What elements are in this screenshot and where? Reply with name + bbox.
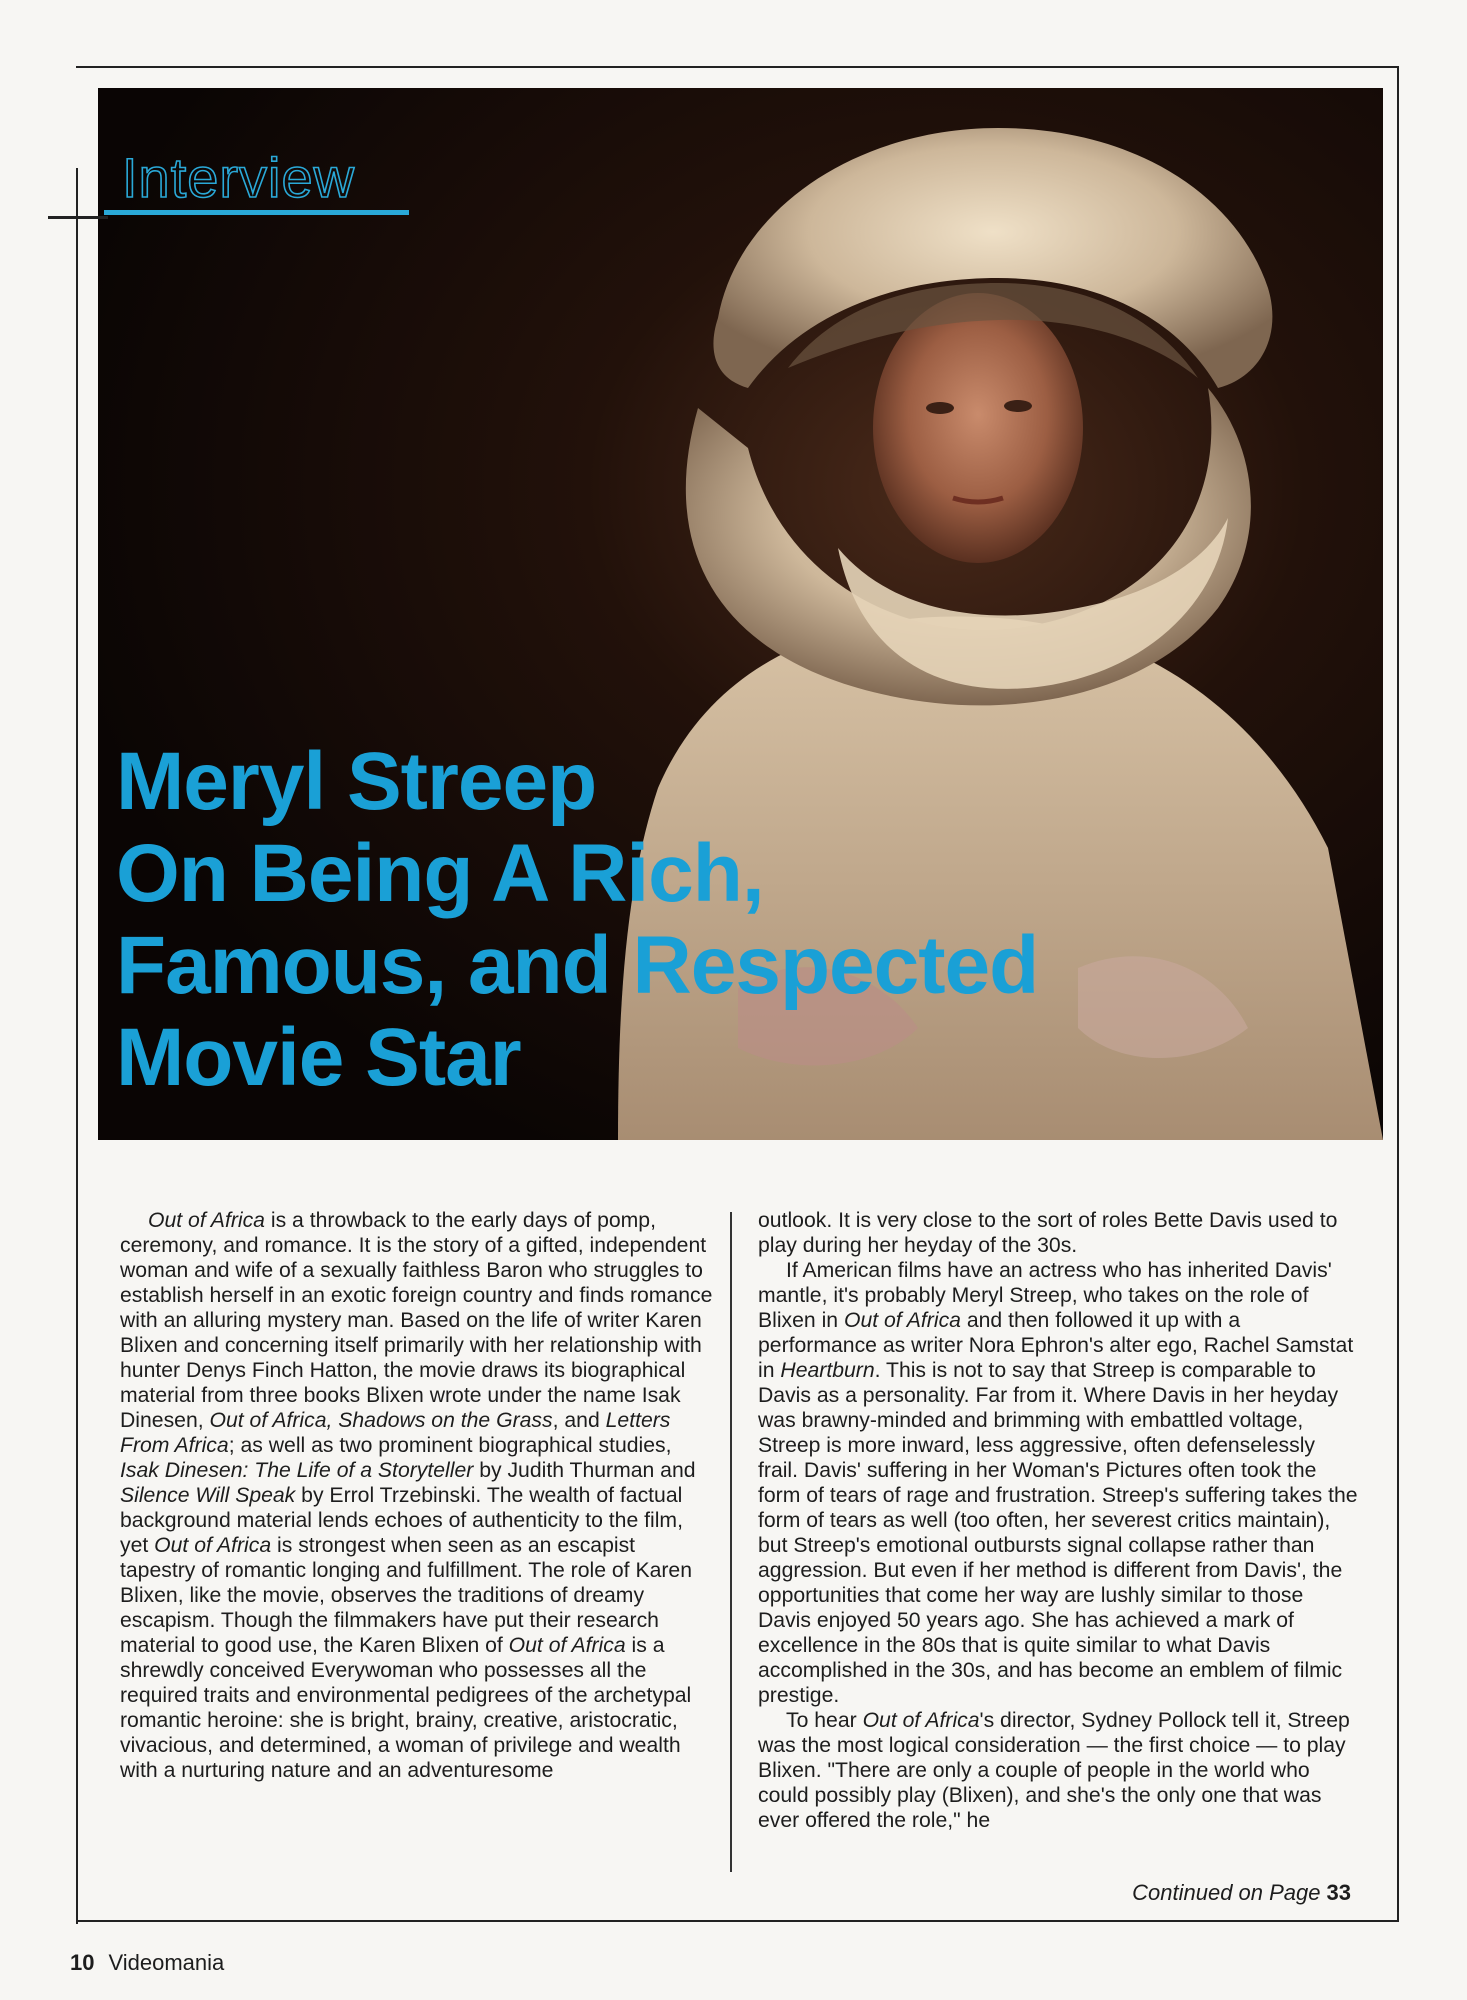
- page-number: 10: [70, 1950, 95, 1975]
- margin-tick: [48, 216, 108, 219]
- paragraph: Out of Africa is a throwback to the early days of pomp, ceremony, and romance. It is the story of a gifted, independent woman and wife of a sexually faithless Baron who struggles to establish herself in an exotic foreign country and finds romance with an alluring mystery man. Based on the life of writer Karen Blixen and concerning itself primarily with her relationship with hunter Denys Finch Hatton, the movie draws its biographical material from three books Blixen wrote under the name Isak Dinesen, Out of Africa, Shadows on the Grass, and Letters From Africa; as well as two prominent biographical studies, Isak Dinesen: The Life of a Storyteller by Judith Thurman and Silence Will Speak by Errol Trzebinski. The wealth of factual background material lends echoes of authenticity to the film, yet Out of Africa is strongest when seen as an escapist tapestry of romantic longing and fulfillment. The role of Karen Blixen, like the movie, observes the traditions of dreamy escapism. Though the filmmakers have put their research material to good use, the Karen Blixen of Out of Africa is a shrewdly conceived Everywoman who possesses all the required traits and environmental pedigrees of the archetypal romantic heroine: she is bright, brainy, creative, aristocratic, vivacious, and determined, a woman of privilege and wealth with a nurturing nature and an adventuresome: [120, 1209, 713, 1782]
- continued-text: Continued on Page: [1132, 1880, 1321, 1905]
- section-label: Interview: [122, 146, 356, 209]
- headline-line-2: On Being A Rich,: [116, 828, 764, 919]
- paragraph: If American films have an actress who has inherited Davis' mantle, it's probably Meryl Streep, who takes on the role of Blixen in Out of Africa and then followed it up with a performance as writer Nora Ephron's alter ego, Rachel Samstat in Heartburn. This is not to say that Streep is comparable to Davis as a personality. Far from it. Where Davis in her heyday was brawny-minded and brimming with embattled voltage, Streep is more inward, less aggressive, often defenselessly frail. Davis' suffering in her Woman's Pictures often took the form of tears of rage and frustration. Streep's suffering takes the form of tears as well (too often, her severest critics maintain), but Streep's emotional outbursts signal collapse rather than aggression. But even if her method is different from Davis', the opportunities that come her way are lushly similar to those Davis enjoyed 50 years ago. She has achieved a mark of excellence in the 80s that is quite similar to what Davis accomplished in the 30s, and has become an emblem of filmic prestige.: [758, 1259, 1358, 1707]
- headline-line-3: Famous, and Respected: [116, 920, 1039, 1011]
- column-2: [758, 1208, 1358, 1833]
- column-divider: [730, 1212, 732, 1872]
- paragraph: outlook. It is very close to the sort of roles Bette Davis used to play during her heyday of the 30s.: [758, 1209, 1338, 1257]
- headline-line-1: Meryl Streep: [116, 736, 597, 827]
- paragraph: To hear Out of Africa's director, Sydney Pollock tell it, Streep was the most logical consideration — the first choice — to play Blixen. "There are only a couple of people in the world who could possibly play (Blixen), and she's the only one that was ever offered the role," he: [758, 1709, 1350, 1832]
- continued-line: [1132, 1880, 1351, 1906]
- frame-left-rule: [76, 168, 78, 1924]
- headline-line-4: Movie Star: [116, 1012, 521, 1103]
- magazine-name: Videomania: [108, 1950, 225, 1975]
- article-body: [120, 1208, 1378, 1884]
- column-1: [120, 1208, 716, 1783]
- folio: [70, 1950, 224, 1976]
- section-rule: [104, 210, 409, 215]
- headline: [116, 736, 1116, 1104]
- continued-page: 33: [1326, 1880, 1351, 1905]
